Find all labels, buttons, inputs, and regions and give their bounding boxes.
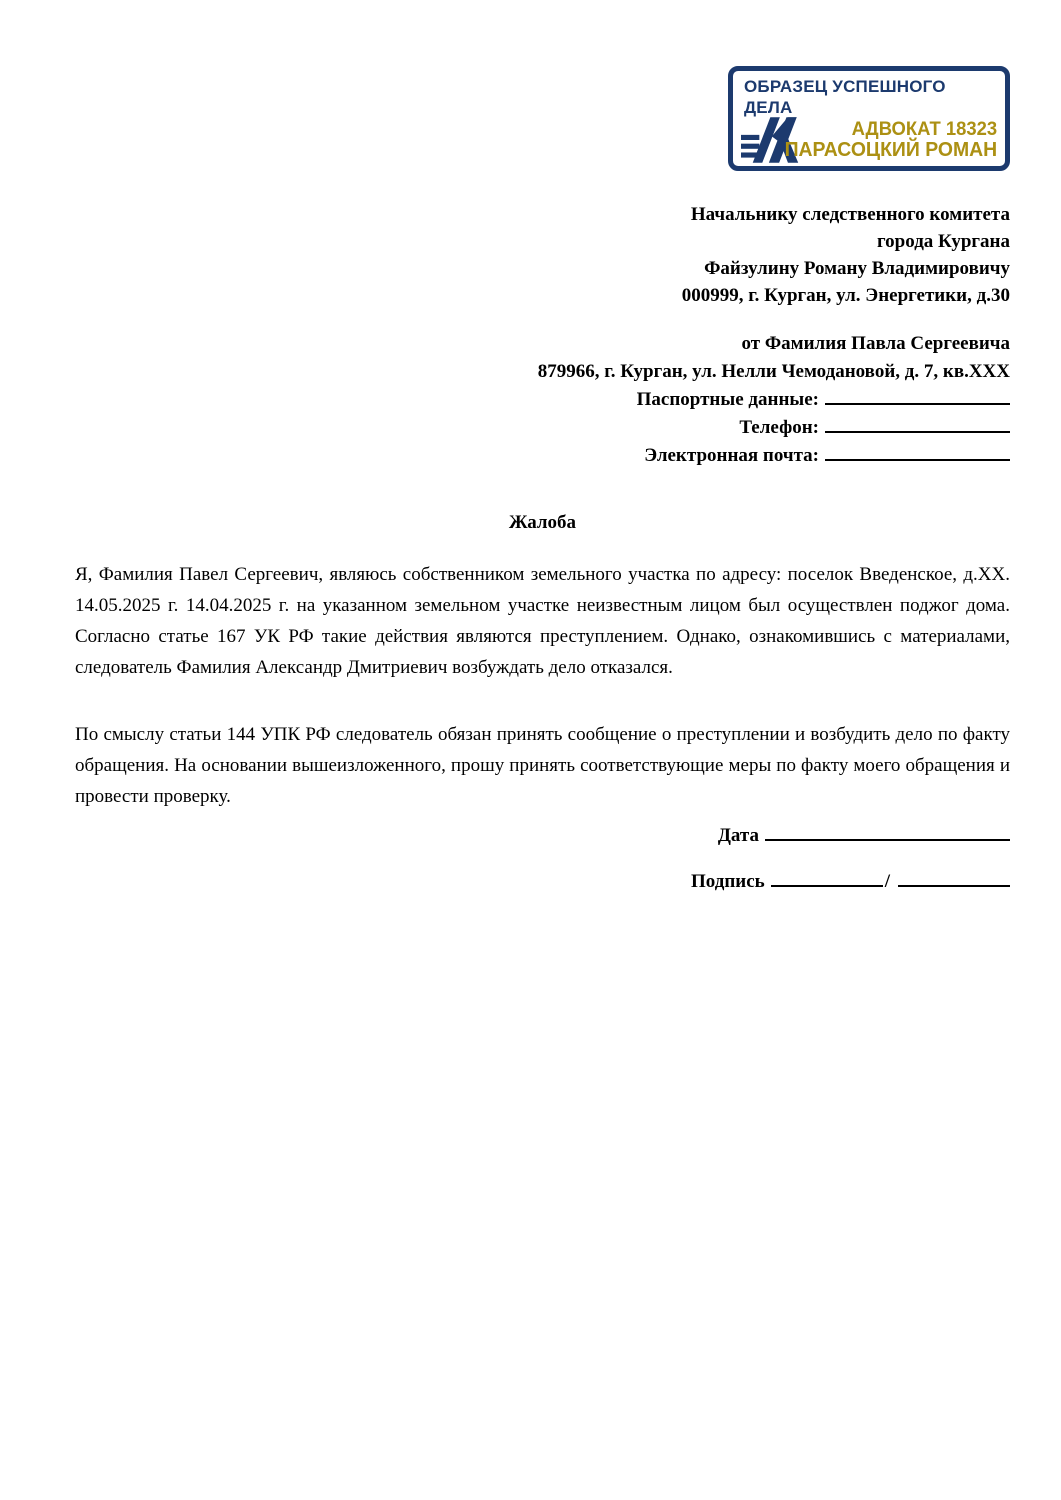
sender-block: [75, 330, 1010, 470]
passport-field: [75, 386, 1010, 414]
advocate-number: АДВОКАТ 18323: [851, 119, 997, 140]
signature-blank-line: [771, 868, 883, 887]
signature-separator: /: [884, 871, 890, 892]
body-paragraph-2: По смыслу статьи 144 УПК РФ следователь обязан принять сообщение о преступлении и возбудить дело по факту обращения. На основании вышеизложенного, прошу принять соответствующие меры по факту моего обращения и провести проверку.: [75, 724, 1010, 807]
date-label: Дата: [717, 825, 759, 846]
email-blank-line: [825, 442, 1010, 461]
date-field: [75, 822, 1010, 847]
stamp-text-line2: ДЕЛА: [744, 98, 793, 117]
sender-address-line: 879966, г. Курган, ул. Нелли Чемодановой, д. 7, кв.XXX: [537, 361, 1010, 382]
signature-field: [75, 868, 1010, 893]
stamp-gold-text: [784, 120, 997, 160]
body-paragraph-1: Я, Фамилия Павел Сергеевич, являюсь собственником земельного участка по адресу: поселок Введенское, д.XX. 14.05.2025 г. 14.04.2025 г. на указанном земельном участке неизвестным лицом был осуществлен поджог дома. Согласно статье 167 УК РФ такие действия являются преступлением. Однако, ознакомившись с материалами, следователь Фамилия Александр Дмитриевич возбуждать дело отказался.: [75, 564, 1010, 678]
stamp-text-line1: ОБРАЗЕЦ УСПЕШНОГО: [744, 77, 946, 96]
date-blank-line: [765, 822, 1010, 841]
email-label: Электронная почта:: [644, 445, 819, 466]
phone-field: [75, 414, 1010, 442]
addressee-block: [75, 201, 1010, 309]
phone-blank-line: [825, 414, 1010, 433]
email-field: [75, 442, 1010, 470]
addressee-line: Файзулину Роману Владимировичу: [704, 258, 1010, 279]
signature-label: Подпись: [691, 871, 765, 892]
addressee-line: Начальнику следственного комитета: [690, 204, 1010, 225]
document-title: Жалоба: [508, 512, 577, 533]
passport-label: Паспортные данные:: [636, 389, 819, 410]
addressee-line: города Кургана: [877, 231, 1010, 252]
phone-label: Телефон:: [739, 417, 819, 438]
addressee-line: 000999, г. Курган, ул. Энергетики, д.30: [681, 285, 1010, 306]
sender-name-line: от Фамилия Павла Сергеевича: [741, 333, 1010, 354]
passport-blank-line: [825, 386, 1010, 405]
signature-name-blank-line: [898, 868, 1010, 887]
advocate-name: ПАРАСОЦКИЙ РОМАН: [784, 139, 997, 161]
lawyer-stamp: [728, 66, 1010, 171]
